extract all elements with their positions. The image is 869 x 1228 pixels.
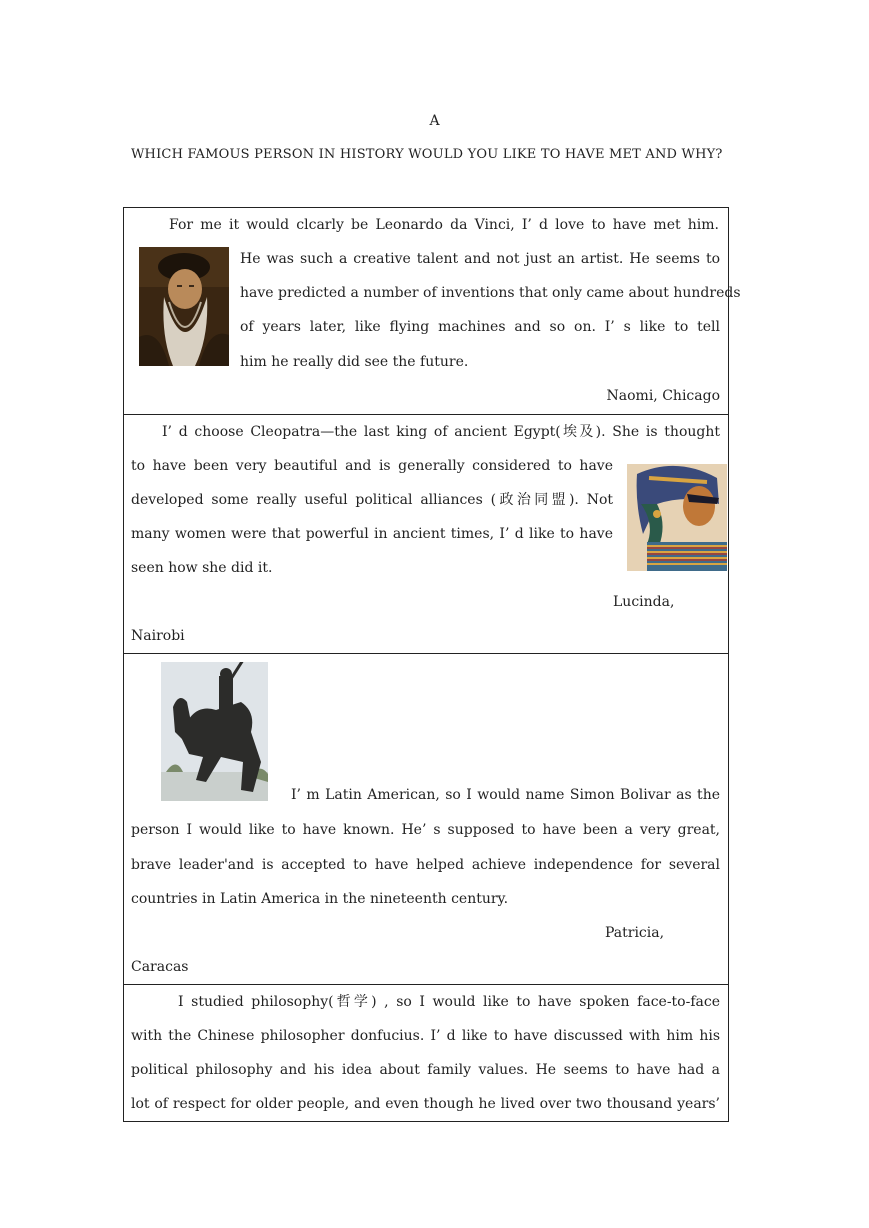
entry-text-line: with the Chinese philosopher donfucius. I’ d like to have discussed with him his bbox=[131, 1028, 720, 1044]
entry-text-line: I’ m Latin American, so I would name Simon Bolivar as the bbox=[291, 787, 720, 803]
entry-text-line: He was such a creative talent and not just an artist. He seems to bbox=[240, 251, 720, 267]
entry-text-line: countries in Latin America in the nineteenth century. bbox=[131, 891, 509, 907]
entry-text-line: I’ d choose Cleopatra—the last king of ancient Egypt(埃及). She is thought bbox=[162, 424, 720, 440]
entry-text-line: seen how she did it. bbox=[131, 560, 273, 576]
entry-signature-name: Lucinda, bbox=[613, 594, 675, 610]
page-heading: WHICH FAMOUS PERSON IN HISTORY WOULD YOU LIKE TO HAVE MET AND WHY? bbox=[131, 147, 723, 162]
leonardo-portrait-image bbox=[139, 247, 229, 366]
articles-table bbox=[123, 207, 741, 1122]
entry-signature-place: Nairobi bbox=[131, 628, 185, 644]
entry-text-line: him he really did see the future. bbox=[240, 354, 469, 370]
entry-signature: Naomi, Chicago bbox=[606, 388, 720, 404]
entry-bolivar bbox=[124, 653, 728, 984]
entry-confucius bbox=[124, 984, 728, 1121]
entry-signature-place: Caracas bbox=[131, 959, 189, 975]
entry-text-line: For me it would clcarly be Leonardo da Vinci, I’ d love to have met him. bbox=[169, 217, 719, 233]
cleopatra-image bbox=[627, 464, 727, 571]
entry-signature-name: Patricia, bbox=[605, 925, 665, 941]
entry-text-line: brave leader'and is accepted to have helped achieve independence for several bbox=[131, 857, 720, 873]
entry-text-line: to have been very beautiful and is generally considered to have bbox=[131, 458, 613, 474]
bolivar-statue-image bbox=[161, 662, 268, 801]
section-letter: A bbox=[429, 113, 440, 129]
entry-text-line: I studied philosophy(哲学) , so I would like to have spoken face-to-face bbox=[178, 994, 720, 1010]
entry-text-line: person I would like to have known. He’ s supposed to have been a very great, bbox=[131, 822, 720, 838]
entry-text-line: have predicted a number of inventions that only came about hundreds bbox=[240, 285, 741, 301]
entry-text-line: developed some really useful political alliances (政治同盟). Not bbox=[131, 492, 613, 508]
entry-text-line: lot of respect for older people, and even though he lived over two thousand years’ bbox=[131, 1096, 720, 1112]
entry-cleopatra bbox=[124, 414, 728, 653]
entry-text-line: of years later, like flying machines and so on. I’ s like to tell bbox=[240, 319, 720, 335]
entry-text-line: political philosophy and his idea about family values. He seems to have had a bbox=[131, 1062, 720, 1078]
entry-text-line: many women were that powerful in ancient times, I’ d like to have bbox=[131, 526, 613, 542]
entry-leonardo bbox=[124, 208, 741, 414]
